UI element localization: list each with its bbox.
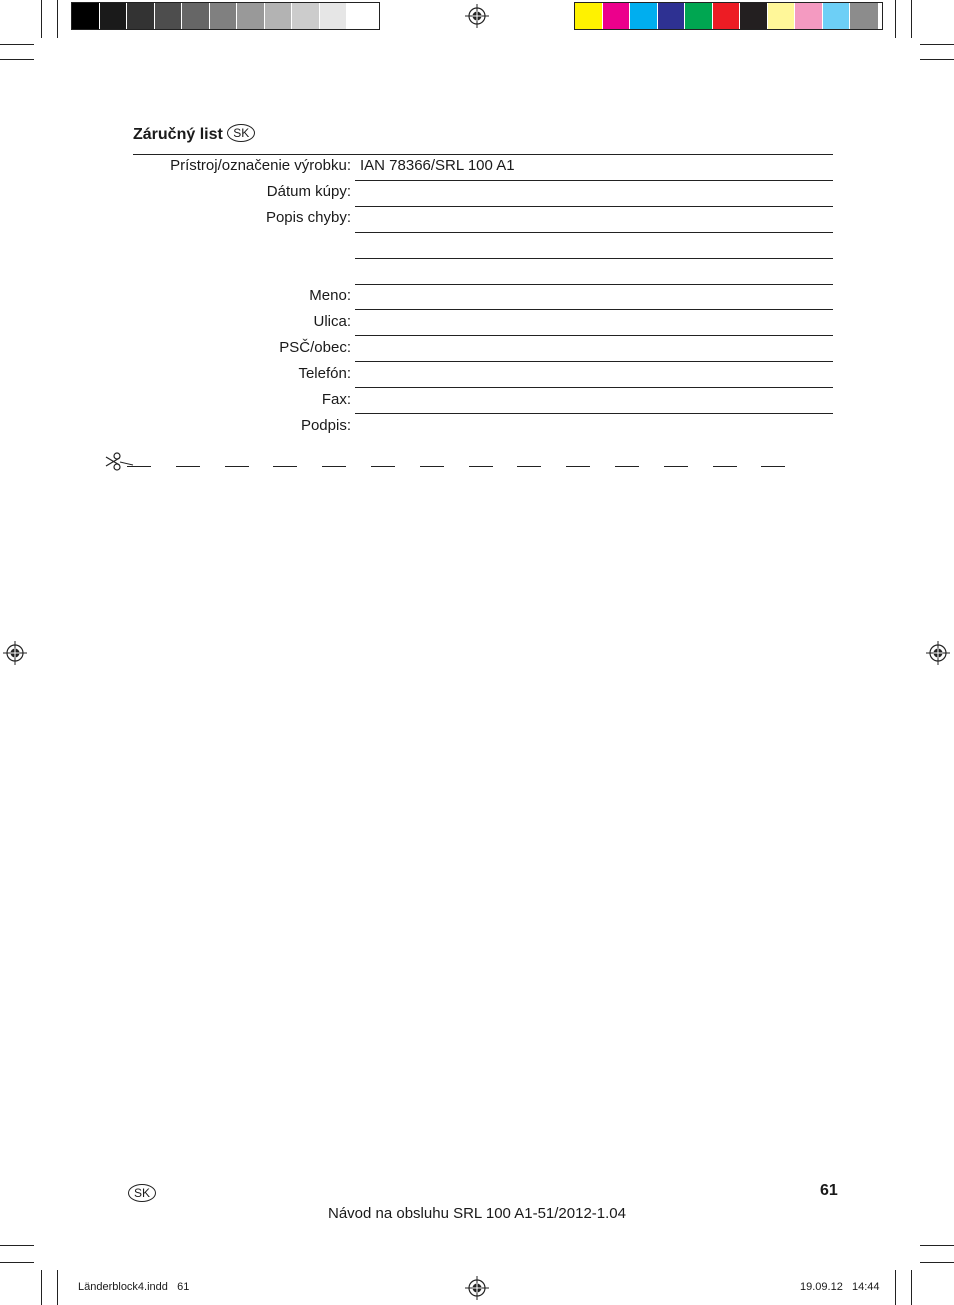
process-swatch xyxy=(850,3,878,29)
process-swatch xyxy=(823,3,851,29)
field-label-fault-description: Popis chyby: xyxy=(265,209,351,226)
field-line-fault-description xyxy=(355,232,833,233)
field-line-postcode-city xyxy=(355,361,833,362)
registration-mark-icon xyxy=(465,1276,489,1300)
cut-dash xyxy=(420,466,444,467)
cut-dash xyxy=(517,466,541,467)
slug-timestamp: 19.09.12 14:44 xyxy=(800,1281,880,1293)
cut-dash xyxy=(566,466,590,467)
field-label-purchase-date: Dátum kúpy: xyxy=(266,183,351,200)
field-line-street xyxy=(355,335,833,336)
cut-dash xyxy=(127,466,151,467)
footer-badge-text: SK xyxy=(128,1184,156,1202)
gray-swatch xyxy=(237,3,265,29)
process-swatch xyxy=(740,3,768,29)
process-swatch xyxy=(685,3,713,29)
field-label-name: Meno: xyxy=(309,287,351,304)
gray-swatch xyxy=(292,3,320,29)
cut-dash xyxy=(469,466,493,467)
cut-dash xyxy=(225,466,249,467)
gray-swatch xyxy=(100,3,128,29)
process-swatch xyxy=(603,3,631,29)
gray-swatch xyxy=(320,3,348,29)
gray-swatch xyxy=(265,3,293,29)
field-line-fax xyxy=(355,413,833,414)
manual-reference: Návod na obsluhu SRL 100 A1-51/2012-1.04 xyxy=(327,1205,626,1222)
gray-swatch xyxy=(127,3,155,29)
form-top-rule xyxy=(133,154,833,155)
gray-swatch xyxy=(347,3,375,29)
registration-mark-icon xyxy=(926,641,950,665)
registration-mark-icon xyxy=(3,641,27,665)
grayscale-color-bar xyxy=(71,2,380,30)
process-swatch xyxy=(768,3,796,29)
process-color-bar xyxy=(574,2,883,30)
cut-dash xyxy=(176,466,200,467)
form-title-text: Záručný list xyxy=(133,126,223,143)
field-line-device xyxy=(355,180,833,181)
registration-mark-icon xyxy=(465,4,489,28)
field-line-phone xyxy=(355,387,833,388)
field-label-postcode-city: PSČ/obec: xyxy=(279,339,351,356)
cut-dash xyxy=(761,466,785,467)
field-line-fault-line-2 xyxy=(355,258,833,259)
cut-dash xyxy=(273,466,297,467)
process-swatch xyxy=(713,3,741,29)
field-line-name xyxy=(355,309,833,310)
field-line-fault-line-3 xyxy=(355,284,833,285)
gray-swatch xyxy=(72,3,100,29)
footer-country-badge xyxy=(128,1184,156,1204)
scissors-icon xyxy=(104,452,134,472)
field-label-device: Prístroj/označenie výrobku: xyxy=(170,157,351,174)
field-value-device[interactable]: IAN 78366/SRL 100 A1 xyxy=(360,157,515,174)
gray-swatch xyxy=(155,3,183,29)
field-label-street: Ulica: xyxy=(313,313,351,330)
page-number: 61 xyxy=(820,1182,838,1199)
gray-swatch xyxy=(210,3,238,29)
cut-dash xyxy=(713,466,737,467)
country-badge: SK xyxy=(227,124,255,142)
form-title xyxy=(133,124,255,144)
process-swatch xyxy=(575,3,603,29)
cut-dash xyxy=(322,466,346,467)
field-line-purchase-date xyxy=(355,206,833,207)
field-label-signature: Podpis: xyxy=(300,417,351,434)
process-swatch xyxy=(630,3,658,29)
slug-filename: Länderblock4.indd 61 xyxy=(78,1281,190,1293)
process-swatch xyxy=(658,3,686,29)
gray-swatch xyxy=(182,3,210,29)
cut-dash xyxy=(664,466,688,467)
cut-dash xyxy=(615,466,639,467)
field-label-phone: Telefón: xyxy=(298,365,351,382)
cut-dash xyxy=(371,466,395,467)
process-swatch xyxy=(795,3,823,29)
field-label-fax: Fax: xyxy=(321,391,351,408)
